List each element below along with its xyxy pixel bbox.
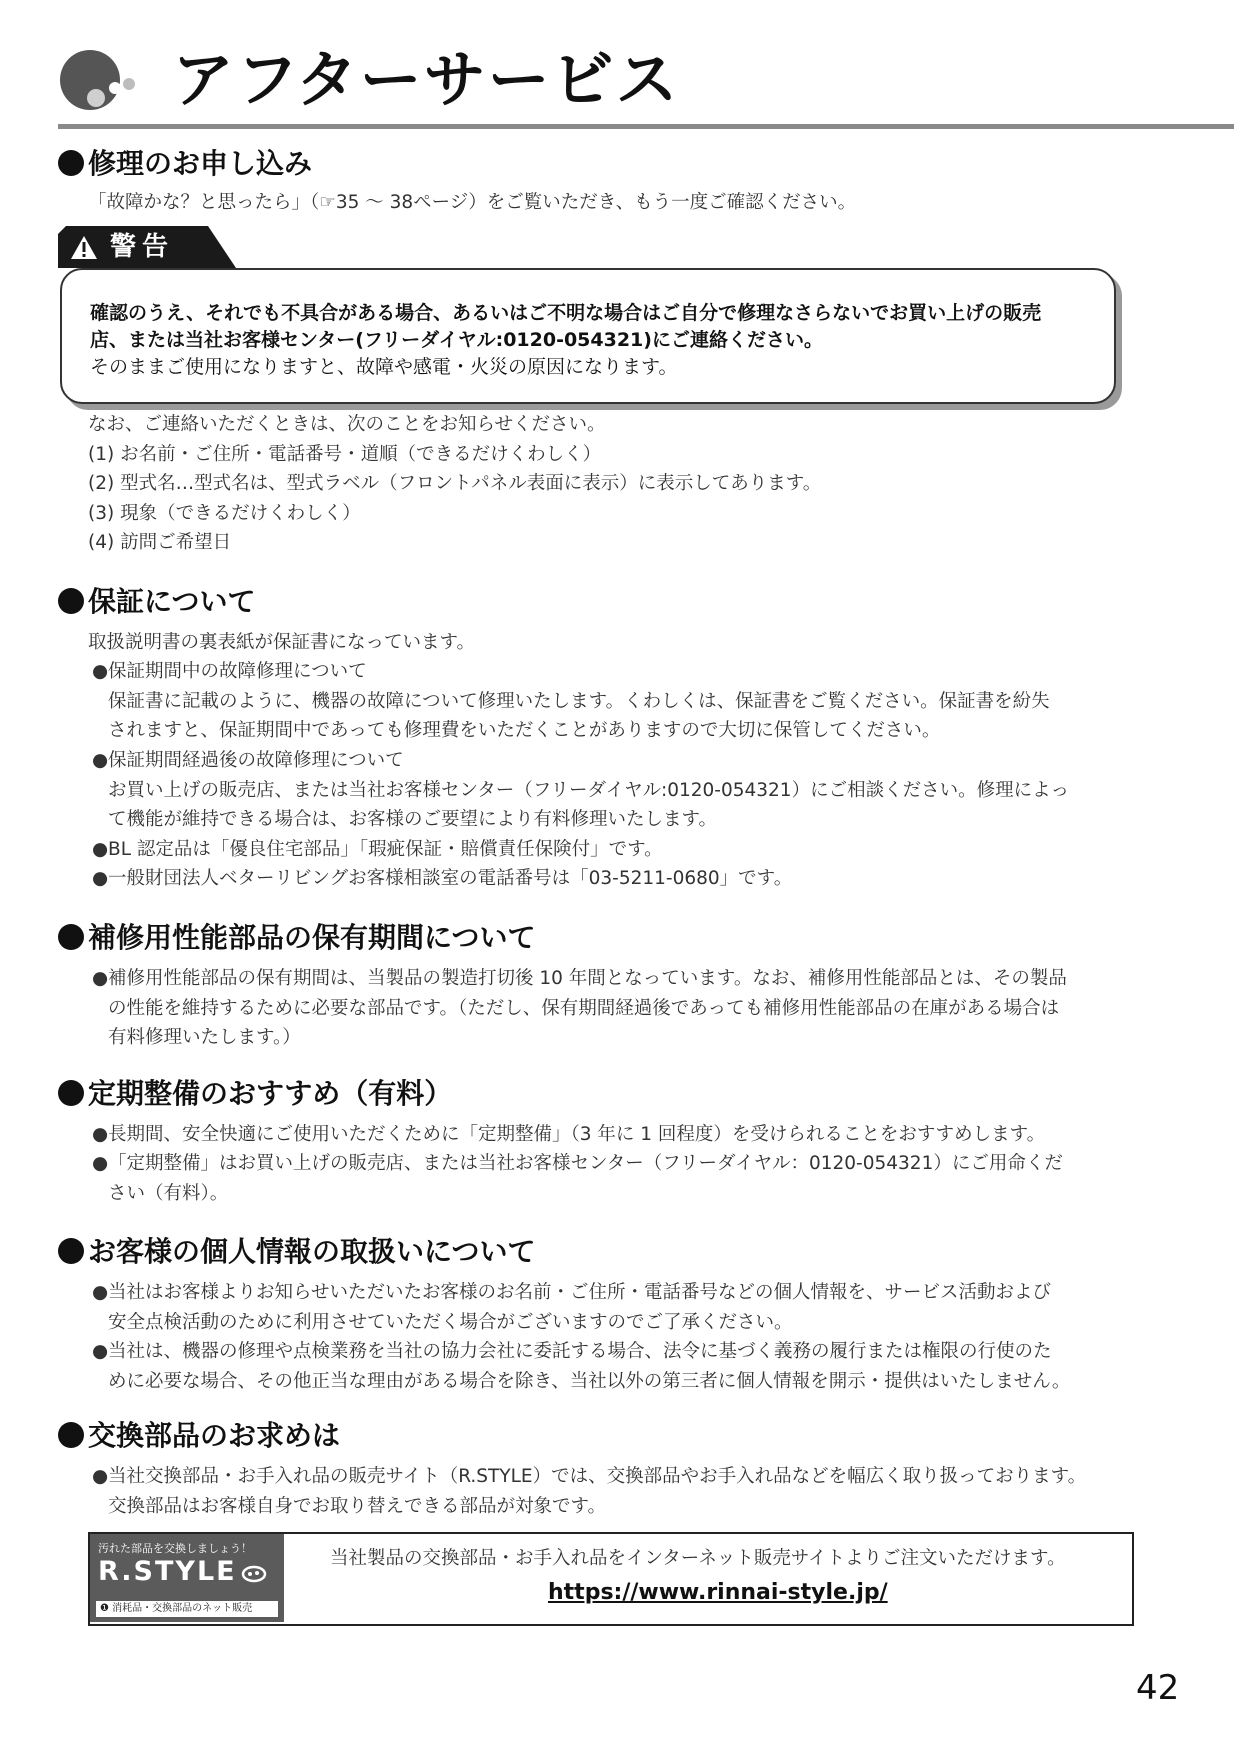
rstyle-url-link[interactable]: https://www.rinnai-style.jp/ <box>548 1580 888 1605</box>
section-parts-period: 補修用性能部品の保有期間について <box>58 920 535 956</box>
bullet-icon <box>58 1238 84 1264</box>
list-item: ● BL 認定品は「優良住宅部品」「瑕疵保証・賠償責任保険付」です。 <box>92 839 663 860</box>
section-warranty: 保証について <box>58 584 255 620</box>
warning-label: 警告 <box>110 232 175 262</box>
title-circles-icon <box>58 40 158 120</box>
section-repair: 修理のお申し込み <box>58 146 312 182</box>
list-item: ● 当社は、機器の修理や点検業務を当社の協力会社に委託する場合、法令に基づく義務の履行または権限の行使のた めに必要な場合、その他正当な理由がある場合を除き、当社以外の第三者に個人情報を開示・提供はいたしません。 <box>92 1341 1071 1392</box>
rstyle-logo-tagline: 汚れた部品を交換しましょう！ <box>98 1542 252 1555</box>
warranty-intro: 取扱説明書の裏表紙が保証書になっています。 <box>88 632 476 653</box>
page-title: アフターサービス <box>172 43 680 116</box>
section-replacement: 交換部品のお求めは <box>58 1418 340 1454</box>
bullet-icon <box>58 150 84 176</box>
bullet-icon <box>58 1422 84 1448</box>
rstyle-banner-text: 当社製品の交換部品・お手入れ品をインターネット販売サイトよりご注文いただけます。 <box>330 1548 1066 1569</box>
list-item: ● 当社はお客様よりお知らせいただいたお客様のお名前・ご住所・電話番号などの個人情報を、サービス活動および 安全点検活動のために利用させていただく場合がございますのでご了承ください。 <box>92 1282 1051 1333</box>
rstyle-logo-caption: ❶ 消耗品・交換部品のネット販売 <box>96 1601 278 1617</box>
warning-text: 確認のうえ、それでも不具合がある場合、あるいはご不明な場合はご自分で修理なさらないでお買い上げの販売 店、または当社お客様センター(フリーダイヤル:0120-054321)にご連絡ください。 そのままご使用になりますと、故障や感電・火災の原因になります。 <box>90 302 1042 378</box>
bottle-icon <box>241 1561 267 1583</box>
list-item: ● 保証期間経過後の故障修理について お買い上げの販売店、または当社お客様センター（フリーダイヤル:0120-054321）にご相談ください。修理によっ て機能が維持できる場合は、お客様のご要望により有料修理いたします。 <box>92 750 1070 830</box>
list-item: ● 一般財団法人ベターリビングお客様相談室の電話番号は「03-5211-0680」です。 <box>92 868 793 889</box>
contact-list: なお、ご連絡いただくときは、次のことをお知らせください。 (1) お名前・ご住所・電話番号・道順（できるだけくわしく） (2) 型式名…型式名は、型式ラベル（フロントパネル表面に表示）に表示してあります。 (3) 現象（できるだけくわしく） (4) 訪問ご希望日 <box>88 414 822 553</box>
section-privacy: お客様の個人情報の取扱いについて <box>58 1234 535 1270</box>
bullet-icon <box>58 588 84 614</box>
section-maintenance: 定期整備のおすすめ（有料） <box>58 1076 452 1112</box>
page-number: 42 <box>1136 1668 1180 1708</box>
list-item: ● 補修用性能部品の保有期間は、当製品の製造打切後 10 年間となっています。なお、補修用性能部品とは、その製品 の性能を維持するために必要な部品です。（ただし、保有期間経過後であっても補修用性能部品の在庫がある場合は 有料修理いたします。） <box>92 968 1067 1048</box>
info-icon: ❶ <box>100 1603 113 1614</box>
bullet-icon <box>58 924 84 950</box>
title-divider <box>58 124 1234 129</box>
list-item: ● 保証期間中の故障修理について 保証書に記載のように、機器の故障について修理いたします。くわしくは、保証書をご覧ください。保証書を紛失 されますと、保証期間中であっても修理費をいただくことがありますので大切に保管してください。 <box>92 661 1050 741</box>
rstyle-logo-brand: R.STYLE <box>98 1556 267 1587</box>
list-item: ● 当社交換部品・お手入れ品の販売サイト（R.STYLE）では、交換部品やお手入れ品などを幅広く取り扱っております。 交換部品はお客様自身でお取り替えできる部品が対象です。 <box>92 1466 1087 1517</box>
bullet-icon <box>58 1080 84 1106</box>
repair-intro: 「故障かな？と思ったら」（☞35 ～ 38ページ）をご覧いただき、もう一度ご確認ください。 <box>88 192 857 213</box>
list-item: ● 長期間、安全快適にご使用いただくために「定期整備」（3 年に 1 回程度）を受けられることをおすすめします。 <box>92 1124 1046 1145</box>
list-item: ● 「定期整備」はお買い上げの販売店、または当社お客様センター（フリーダイヤル：0120-054321）にご用命くだ さい（有料）。 <box>92 1153 1063 1204</box>
